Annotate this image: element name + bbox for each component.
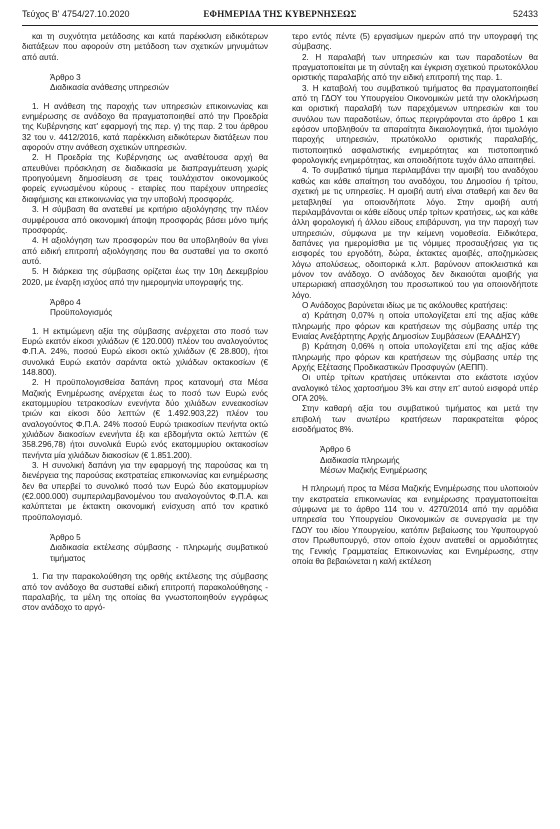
article-4-paragraph-1: 1. Η εκτιμώμενη αξία της σύμβασης ανέρχεται στο ποσό των Ευρώ εκατόν είκοσι χιλιάδων (€ 120.000) πλέον του αναλογούντος Φ.Π.Α. 24%, ποσού Ευρώ είκοσι οκτώ χιλιάδων (€ 28.800), ήτοι συνολικά Ευρώ εκατόν σαράντα οκτώ χιλιάδων οκτακοσίων (€ 148.800).	[22, 326, 268, 377]
intro-paragraph: και τη συχνότητα μετάδοσης και κατά παρέκκλιση ειδικότερων διατάξεων που αφορούν στη μετάδοση των σχετικών μηνυμάτων από αυτά.	[22, 32, 268, 62]
article-3-number: Άρθρο 3	[50, 73, 81, 83]
article-3-title: Διαδικασία ανάθεσης υπηρεσιών	[50, 83, 169, 93]
article-3-paragraph-1: 1. Η ανάθεση της παροχής των υπηρεσιών επικοινωνίας και ενημέρωσης σε ανάδοχο θα πραγματοποιηθεί από την Προεδρία της Κυβέρνησης κατ' εφαρμογή της περ. γ) της παρ. 2 του άρθρου 32 του ν. 4412/2016, κατά παρέκκλιση ειδικότερων διατάξεων που αφορούν στην ανάθεση σχετικών υπηρεσιών.	[22, 101, 268, 153]
income-tax-paragraph: Στην καθαρή αξία του συμβατικού τιμήματος και μετά την επιβολή των ανωτέρω κρατήσεων παρακρατείται φόρος εισοδήματος 8%.	[292, 404, 538, 435]
page-header	[22, 9, 538, 23]
stamp-duty-paragraph: Οι υπέρ τρίτων κρατήσεις υπόκεινται στο εκάστοτε ισχύον αναλογικό τέλος χαρτοσήμου 3% και στην επ' αυτού εισφορά υπέρ ΟΓΑ 20%.	[292, 373, 538, 404]
article-4-number: Άρθρο 4	[50, 297, 81, 307]
left-column	[22, 32, 268, 614]
article-4-paragraph-2: 2. Η προϋπολογισθείσα δαπάνη προς κατανομή στα Μέσα Μαζικής Ενημέρωσης ανέρχεται έως το ποσό των Ευρώ ενός εκατομμυρίου τετρακοσίων ενενήντα δύο χιλιάδων εννεακοσίων τριών και είκοσι δύο λεπτών (€ 1.492.903,22) πλέον του αναλογούντος Φ.Π.Α. 24% ποσού Ευρώ τριακοσίων πενήντα οκτώ χιλιάδων διακοσίων ενενήντα έξι και εβδομήντα οκτώ λεπτών (€ 358.296,78) ήτοι συνολικά Ευρώ ενός εκατομμυρίου οκτακοσίων πενήντα μία χιλιάδων διακοσίων (€ 1.851.200).	[22, 378, 268, 460]
article-5-paragraph-4: 4. Το συμβατικό τίμημα περιλαμβάνει την αμοιβή του αναδόχου καθώς και κάθε απαίτηση του αναδόχου, του Δημοσίου ή τρίτου, σχετική με τις υπηρεσίες. Η αμοιβή αυτή είναι σταθερή και δεν θα μεταβληθεί για οποιονδήποτε λόγο. Στην αμοιβή αυτή περιλαμβάνονται οι κάθε είδους υπέρ τρίτων κρατήσεις, ως και κάθε άλλη φορολογική ή άλλου είδους επιβάρυνση, για την παροχή των υπηρεσιών, σύμφωνα με την κείμενη νομοθεσία. Ειδικότερα, δαπάνες για ημερομίσθια με τις νόμιμες προσαυξήσεις για τις εισφορές του εργοδότη, δώρα, έκτακτες αμοιβές, αποζημιώσεις λόγω απολύσεως, οδοιπορικά κ.λπ. βαρύνουν αποκλειστικά και μόνον τον ανάδοχο. Ο ανάδοχος δεν δικαιούται αμοιβής για υπερωριακή απασχόληση του προσωπικού του για οποιονδήποτε λόγο.	[292, 166, 538, 300]
article-5-title: Διαδικασία εκτέλεσης σύμβασης - πληρωμής συμβατικού τιμήματος	[50, 543, 268, 563]
article-6-title-line-2: Μέσων Μαζικής Ενημέρωσης	[320, 466, 428, 476]
article-6-paragraph-1: Η πληρωμή προς τα Μέσα Μαζικής Ενημέρωσης που υλοποιούν την εκστρατεία επικοινωνίας και ενημέρωσης πραγματοποιείται σύμφωνα με το άρθρο 114 του ν. 4270/2014 από την αρμόδια υπηρεσία του Υπουργείου Οικονομικών σε συνεργασία με την ΓΔΟΥ του ιδίου Υπουργείου, κατόπιν βεβαίωσης του Υφυπουργού στον Πρωθυπουργό, στον οποίο έχουν ανατεθεί οι αρμοδιότητες της Γενικής Γραμματείας Επικοινωνίας και Ενημέρωσης, στην οποία θα βεβαιώνεται η καλή εκτέλεση	[292, 484, 538, 566]
article-5-paragraph-3: 3. Η καταβολή του συμβατικού τιμήματος θα πραγματοποιηθεί από τη ΓΔΟΥ του Υπουργείου Οικονομικών μετά την ολοκλήρωση και οριστική παραλαβή των παρεχόμενων υπηρεσιών και του συνόλου των παραδοτέων, όπως περιγράφονται στο άρθρο 1 και εφόσον υποβληθούν τα απαραίτητα δικαιολογητικά, ήτοι τιμολόγιο παροχής υπηρεσιών, πρωτόκολλο οριστικής παραλαβής, πιστοποιητικό ασφαλιστικής ενημερότητας και πιστοποιητικό φορολογικής ενημερότητας, και οποιοδήποτε τυχόν άλλο απαιτηθεί.	[292, 83, 538, 166]
article-6-title-line-1: Διαδικασία πληρωμής	[320, 455, 400, 465]
article-5-number: Άρθρο 5	[50, 533, 81, 543]
article-6	[292, 445, 538, 476]
article-4-paragraph-3: 3. Η συνολική δαπάνη για την εφαρμογή της παρούσας και τη διενέργεια της παρούσας εκστρατείας επικοινωνίας και ενημέρωσης δεν θα υπερβεί το συνολικό ποσό των Ευρώ δύο εκατομμυρίων (€2.000.000) συμπεριλαμβανομένου του αναλογούντος Φ.Π.Α. και καλύπτεται με έκτακτη οικονομική ενίσχυση από τον κρατικό προϋπολογισμό.	[22, 461, 268, 522]
article-4	[22, 298, 268, 319]
article-5-paragraph-2: 2. Η παραλαβή των υπηρεσιών και των παραδοτέων θα πραγματοποιείται με τη σύνταξη και έγκριση σχετικού πρωτοκόλλου οριστικής παραλαβής από την ειδική επιτροπή της παρ. 1.	[292, 52, 538, 83]
continued-paragraph: τερο εντός πέντε (5) εργασίμων ημερών από την υπογραφή της σύμβασης.	[292, 32, 538, 52]
deductions-intro: Ο Ανάδοχος βαρύνεται ιδίως με τις ακόλουθες κρατήσεις:	[302, 300, 508, 310]
deduction-a: α) Κράτηση 0,07% η οποία υπολογίζεται επί της αξίας κάθε πληρωμής προ φόρων και κρατήσεων της σύμβασης υπέρ της Ενιαίας Ανεξάρτητης Αρχής Δημοσίων Συμβάσεων (ΕΑΑΔΗΣΥ)	[292, 311, 538, 341]
article-3-paragraph-4: 4. Η αξιολόγηση των προσφορών που θα υποβληθούν θα γίνει από ειδική επιτροπή αξιολόγησης που θα συσταθεί για το σκοπό αυτό.	[22, 236, 268, 266]
article-5-paragraph-1: 1. Για την παρακολούθηση της ορθής εκτέλεσης της σύμβασης από τον ανάδοχο θα συσταθεί ειδική επιτροπή παρακολούθησης - παραλαβής, τα μέλη της οποίας θα γνωστοποιηθούν εγγράφως στον ανάδοχο το αργό-	[22, 572, 268, 613]
journal-title: ΕΦΗΜΕΡΙΔΑ ΤΗΣ ΚΥΒΕΡΝΗΣΕΩΣ	[203, 9, 357, 19]
article-6-number: Άρθρο 6	[320, 445, 351, 455]
right-column	[292, 32, 538, 567]
article-3	[22, 73, 268, 94]
header-rule	[22, 25, 538, 26]
article-5	[22, 533, 268, 564]
page-number: 52433	[512, 9, 538, 19]
article-4-title: Προϋπολογισμός	[50, 308, 113, 318]
article-3-paragraph-3: 3. Η σύμβαση θα ανατεθεί με κριτήριο αξιολόγησης την πλέον συμφέρουσα από οικονομική άποψη προσφοράς βάσει μόνο τιμής προσφοράς.	[22, 205, 268, 235]
deduction-b: β) Κράτηση 0,06% η οποία υπολογίζεται επί της αξίας κάθε πληρωμής προ φόρων και κρατήσεων της σύμβασης υπέρ της Αρχής Εξέτασης Προδικαστικών Προσφυγών (ΑΕΠΠ).	[292, 342, 538, 372]
article-3-paragraph-2: 2. Η Προεδρία της Κυβέρνησης ως αναθέτουσα αρχή θα απευθύνει πρόσκληση σε διαδικασία με διαπραγμάτευση χωρίς προηγούμενη δημοσίευση σε τρεις τουλάχιστον οικονομικούς φορείς εγνωσμένου κύρους - εταιρίες που παρέχουν υπηρεσίες διαφήμισης και επικοινωνίας για την υποβολή προσφοράς.	[22, 153, 268, 204]
issue-label: Τεύχος Β' 4754/27.10.2020	[22, 9, 130, 19]
article-3-paragraph-5: 5. Η διάρκεια της σύμβασης ορίζεται έως την 10η Δεκεμβρίου 2020, με έναρξη ισχύος από την ημερομηνία υπογραφής της.	[22, 267, 268, 287]
